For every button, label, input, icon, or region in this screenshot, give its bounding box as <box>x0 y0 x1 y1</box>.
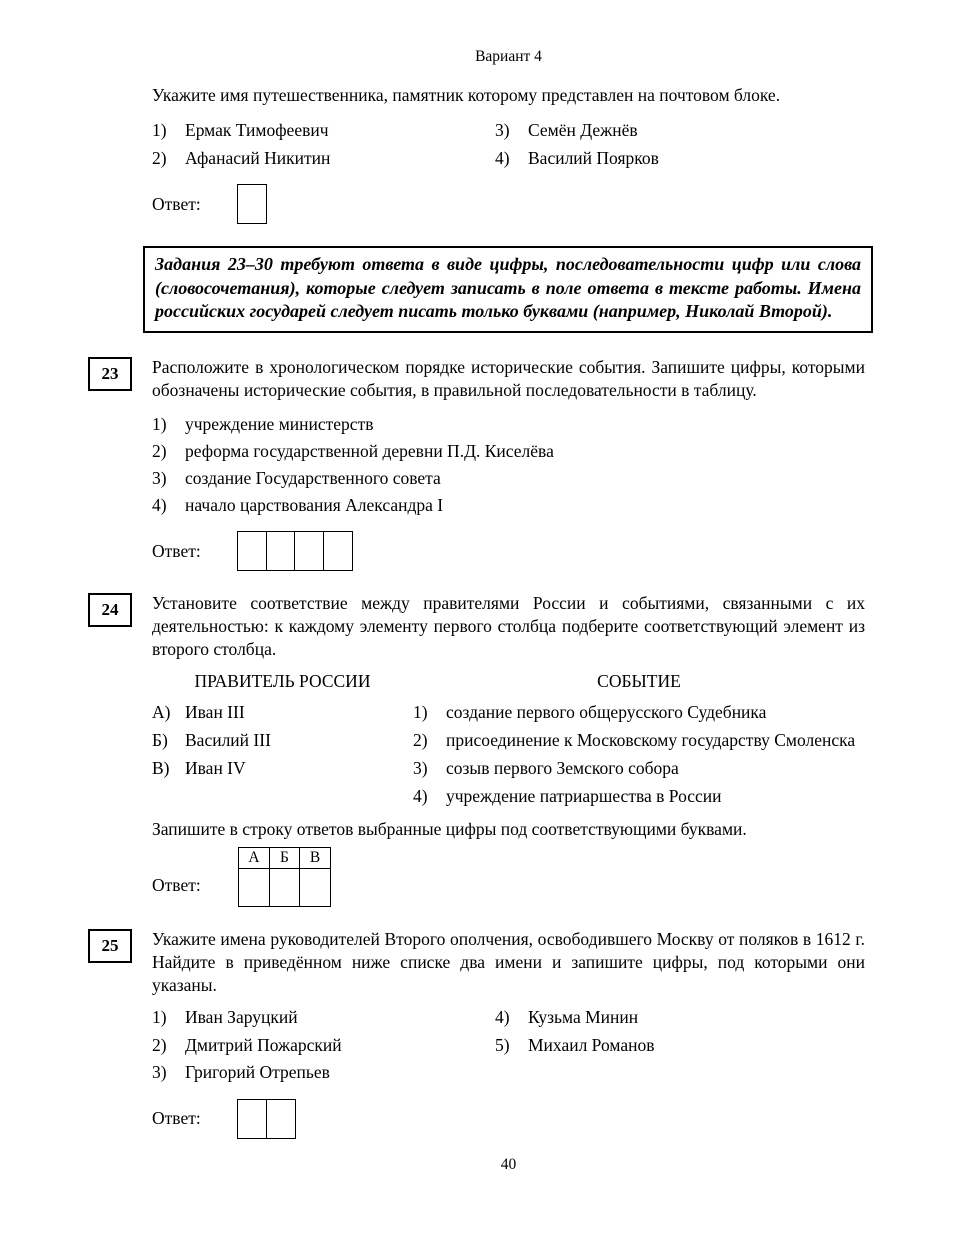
item-label: Иван IV <box>185 758 246 778</box>
option-number: 1) <box>152 120 167 140</box>
match-item <box>413 782 865 810</box>
item-number: 1) <box>152 414 167 434</box>
option-item <box>495 117 865 145</box>
item-number: 1) <box>413 702 428 722</box>
option-label: Михаил Романов <box>528 1034 655 1055</box>
answer-label: Ответ: <box>152 540 201 561</box>
answer-row <box>152 847 865 907</box>
option-number: 3) <box>152 1062 167 1082</box>
option-item <box>495 1004 865 1032</box>
list-item <box>152 465 865 492</box>
match-item <box>413 754 865 782</box>
item-label: присоединение к Московскому государству Смоленска <box>446 730 856 750</box>
item-label: созыв первого Земского собора <box>446 758 679 778</box>
option-label: Ермак Тимофеевич <box>185 120 329 140</box>
question-23-block <box>101 356 865 571</box>
question-text: Расположите в хронологическом порядке исторические события. Запишите цифры, которыми обозначены исторические события, в правильной последовательности в таблицу. <box>152 357 865 400</box>
item-number: 3) <box>413 758 428 778</box>
item-number: 2) <box>413 730 428 750</box>
item-letter: В) <box>152 758 170 778</box>
match-item <box>152 726 413 754</box>
options-column-right <box>495 1004 865 1087</box>
option-label: Афанасий Никитин <box>185 147 331 168</box>
options-grid <box>152 1004 865 1087</box>
match-column-left <box>152 698 413 810</box>
list-item <box>152 438 865 465</box>
match-item <box>152 754 413 782</box>
answer-cells <box>237 184 267 224</box>
option-label: Кузьма Минин <box>528 1007 639 1027</box>
option-number: 4) <box>495 147 510 168</box>
list-item <box>152 411 865 438</box>
answer-box[interactable] <box>294 531 324 571</box>
variant-header: Вариант 4 <box>475 48 542 65</box>
answer-box[interactable] <box>269 868 301 907</box>
match-table-header-cell: В <box>299 847 331 869</box>
question-number-badge: 23 <box>88 357 132 391</box>
answer-label: Ответ: <box>152 874 201 895</box>
match-column-header-left: ПРАВИТЕЛЬ РОССИИ <box>194 671 371 691</box>
items-list <box>152 411 865 519</box>
question-24-block <box>101 592 865 907</box>
match-table-answer-row <box>238 869 331 907</box>
question-text: Укажите имя путешественника, памятник которому представлен на почтовом блоке. <box>152 85 781 105</box>
answer-cells <box>237 1099 296 1139</box>
question-25-block <box>101 928 865 1139</box>
option-number: 2) <box>152 147 167 168</box>
item-label: учреждение министерств <box>185 414 374 434</box>
item-label: создание Государственного совета <box>185 468 441 488</box>
option-label: Иван Заруцкий <box>185 1007 298 1027</box>
item-label: Василий III <box>185 730 271 750</box>
item-number: 2) <box>152 441 167 461</box>
option-item <box>152 1004 495 1032</box>
answer-instruction-note: Запишите в строку ответов выбранные цифры под соответствующими буквами. <box>152 819 747 839</box>
option-number: 2) <box>152 1034 167 1055</box>
item-number: 4) <box>152 495 167 515</box>
answer-label: Ответ: <box>152 193 201 214</box>
question-text: Установите соответствие между правителями России и событиями, связанными с их деятельностью: к каждому элементу первого столбца подберите соответствующий элемент из второго столбца. <box>152 593 865 659</box>
match-table-header-row <box>238 847 331 869</box>
answer-box[interactable] <box>238 868 270 907</box>
match-headers <box>152 671 865 692</box>
match-answer-table <box>238 847 331 907</box>
answer-cells <box>237 531 353 571</box>
answer-box[interactable] <box>266 531 296 571</box>
list-item <box>152 492 865 519</box>
question-text: Укажите имена руководителей Второго ополчения, освободившего Москву от поляков в 1612 г. Найдите в приведённом ниже списке два имени и запишите цифры, под которыми они указаны. <box>152 929 865 995</box>
question-number-badge: 25 <box>88 929 132 963</box>
item-number: 4) <box>413 786 428 806</box>
item-number: 3) <box>152 468 167 488</box>
match-table-header-cell: А <box>238 847 270 869</box>
answer-label: Ответ: <box>152 1108 201 1128</box>
match-item <box>413 726 865 754</box>
option-item <box>152 145 495 173</box>
instruction-box: Задания 23–30 требуют ответа в виде цифры, последовательности цифр или слова (словосочетания), которые следует записать в поле ответа в тексте работы. Имена российских государей следует писать только буквами (например, Николай Второй). <box>143 246 873 333</box>
item-letter: Б) <box>152 730 168 750</box>
option-item <box>495 1032 865 1060</box>
option-item <box>152 117 495 145</box>
item-letter: А) <box>152 702 171 722</box>
options-grid <box>152 117 865 172</box>
options-column-left <box>152 1004 495 1087</box>
answer-box[interactable] <box>237 184 267 224</box>
option-label: Григорий Отрепьев <box>185 1062 330 1082</box>
answer-box[interactable] <box>323 531 353 571</box>
page-number: 40 <box>500 1156 517 1173</box>
question-number-badge: 24 <box>88 593 132 627</box>
answer-box[interactable] <box>237 1099 267 1139</box>
option-number: 1) <box>152 1007 167 1027</box>
match-item <box>152 698 413 726</box>
match-table-header-cell: Б <box>269 847 301 869</box>
answer-box[interactable] <box>299 868 331 907</box>
item-label: Иван III <box>185 702 245 722</box>
answer-row <box>152 1099 865 1139</box>
answer-row <box>152 184 865 224</box>
option-item <box>152 1032 495 1060</box>
match-columns <box>152 698 865 810</box>
options-column-right <box>495 117 865 172</box>
option-item <box>495 145 865 173</box>
answer-row <box>152 531 865 571</box>
answer-box[interactable] <box>237 531 267 571</box>
option-label: Дмитрий Пожарский <box>185 1034 342 1055</box>
option-number: 4) <box>495 1007 510 1027</box>
item-label: создание первого общерусского Судебника <box>446 702 767 722</box>
question-top-block <box>152 84 865 224</box>
match-column-right <box>413 698 865 810</box>
item-label: реформа государственной деревни П.Д. Киселёва <box>185 441 554 461</box>
item-label: начало царствования Александра I <box>185 495 444 515</box>
option-number: 3) <box>495 120 510 140</box>
options-column-left <box>152 117 495 172</box>
item-label: учреждение патриаршества в России <box>446 786 722 806</box>
option-label: Василий Поярков <box>528 147 659 168</box>
match-column-header-right: СОБЫТИЕ <box>597 671 681 691</box>
option-item <box>152 1059 495 1087</box>
match-item <box>413 698 865 726</box>
answer-box[interactable] <box>266 1099 296 1139</box>
option-label: Семён Дежнёв <box>528 120 638 140</box>
option-number: 5) <box>495 1034 510 1055</box>
